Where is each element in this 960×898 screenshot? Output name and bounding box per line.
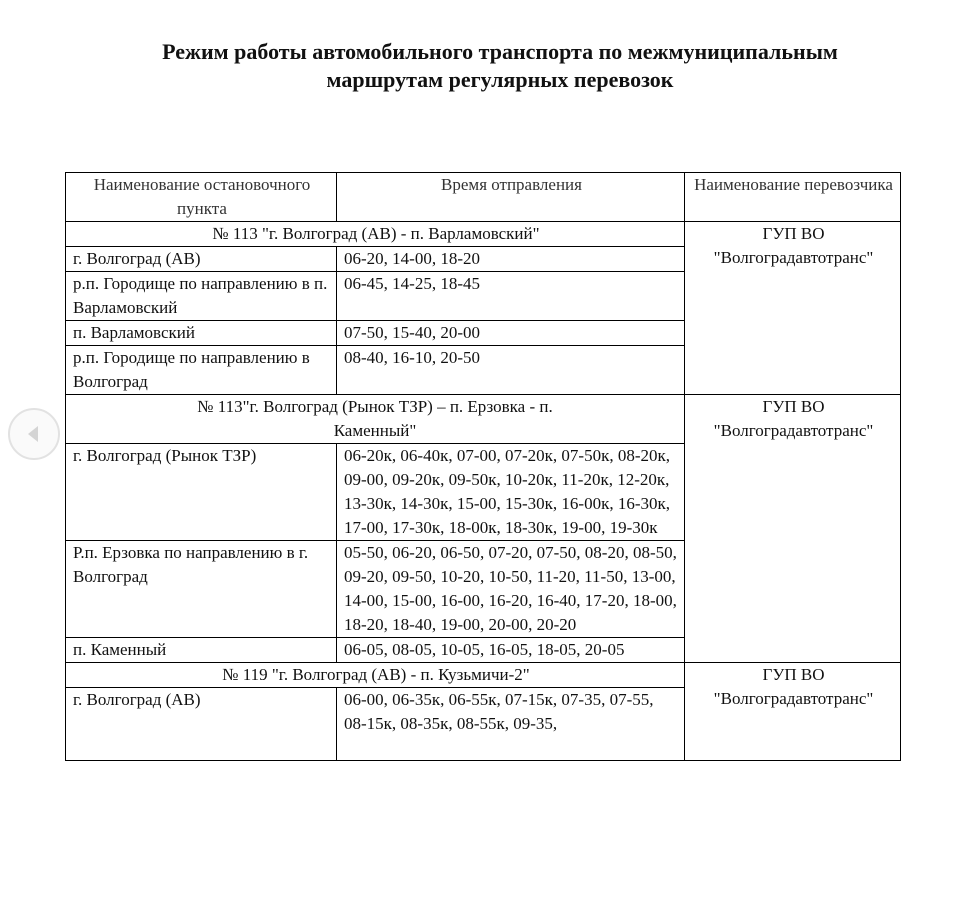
times-text: 06-00, 06-35к, 06-55к, 07-15к, 07-35, 07-55, 08-15к, 08-35к, 08-55к, 09-35, (344, 690, 654, 733)
page-title (60, 38, 940, 94)
route-row (66, 663, 901, 688)
stop-cell: Р.п. Ерзовка по направлению в г. Волгоград (66, 541, 337, 638)
title-line-1: Режим работы автомобильного транспорта по межмуниципальным (162, 39, 838, 64)
stop-cell: п. Варламовский (66, 321, 337, 346)
table-header-row (66, 173, 901, 222)
carrier-line-1: ГУП ВО (762, 665, 825, 684)
carrier-cell (685, 663, 901, 761)
schedule-table (65, 172, 901, 761)
stop-cell: г. Волгоград (АВ) (66, 688, 337, 761)
route-name: № 113"г. Волгоград (Рынок ТЗР) – п. Ерзовка - п. Каменный" (66, 395, 685, 444)
times-cell: 08-40, 16-10, 20-50 (337, 346, 685, 395)
carrier-line-2: "Волгоградавтотранс" (713, 421, 874, 440)
route-row (66, 222, 901, 247)
route-row (66, 395, 901, 444)
carrier-line-1: ГУП ВО (762, 397, 825, 416)
stop-cell: г. Волгоград (Рынок ТЗР) (66, 444, 337, 541)
route-name: № 113 "г. Волгоград (АВ) - п. Варламовский" (66, 222, 685, 247)
title-line-2: маршрутам регулярных перевозок (326, 67, 674, 92)
carrier-cell (685, 395, 901, 663)
times-cell (337, 688, 685, 761)
stop-cell: п. Каменный (66, 638, 337, 663)
header-stop: Наименование остановочного пункта (66, 173, 337, 222)
times-cell: 05-50, 06-20, 06-50, 07-20, 07-50, 08-20, 08-50, 09-20, 09-50, 10-20, 10-50, 11-20, 11-50, 13-00, 14-00, 15-00, 16-00, 16-20, 16-40, 17-20, 18-00, 18-20, 18-40, 19-00, 20-00, 20-20 (337, 541, 685, 638)
times-cell: 07-50, 15-40, 20-00 (337, 321, 685, 346)
carrier-line-2: "Волгоградавтотранс" (713, 689, 874, 708)
previous-page-button[interactable] (8, 408, 60, 460)
carrier-cell (685, 222, 901, 395)
carrier-line-1: ГУП ВО (762, 224, 825, 243)
header-carrier: Наименование перевозчика (685, 173, 901, 222)
header-time: Время отправления (337, 173, 685, 222)
arrow-left-icon (23, 423, 45, 445)
stop-cell: р.п. Городище по направлению в Волгоград (66, 346, 337, 395)
stop-cell: р.п. Городище по направлению в п. Варламовский (66, 272, 337, 321)
route-name: № 119 "г. Волгоград (АВ) - п. Кузьмичи-2" (66, 663, 685, 688)
stop-cell: г. Волгоград (АВ) (66, 247, 337, 272)
times-cell: 06-45, 14-25, 18-45 (337, 272, 685, 321)
carrier-line-2: "Волгоградавтотранс" (713, 248, 874, 267)
times-cell: 06-20, 14-00, 18-20 (337, 247, 685, 272)
times-cell: 06-20к, 06-40к, 07-00, 07-20к, 07-50к, 08-20к, 09-00, 09-20к, 09-50к, 10-20к, 11-20к, 12-20к, 13-30к, 14-30к, 15-00, 15-30к, 16-00к, 16-30к, 17-00, 17-30к, 18-00к, 18-30к, 19-00, 19-30к (337, 444, 685, 541)
times-cell: 06-05, 08-05, 10-05, 16-05, 18-05, 20-05 (337, 638, 685, 663)
